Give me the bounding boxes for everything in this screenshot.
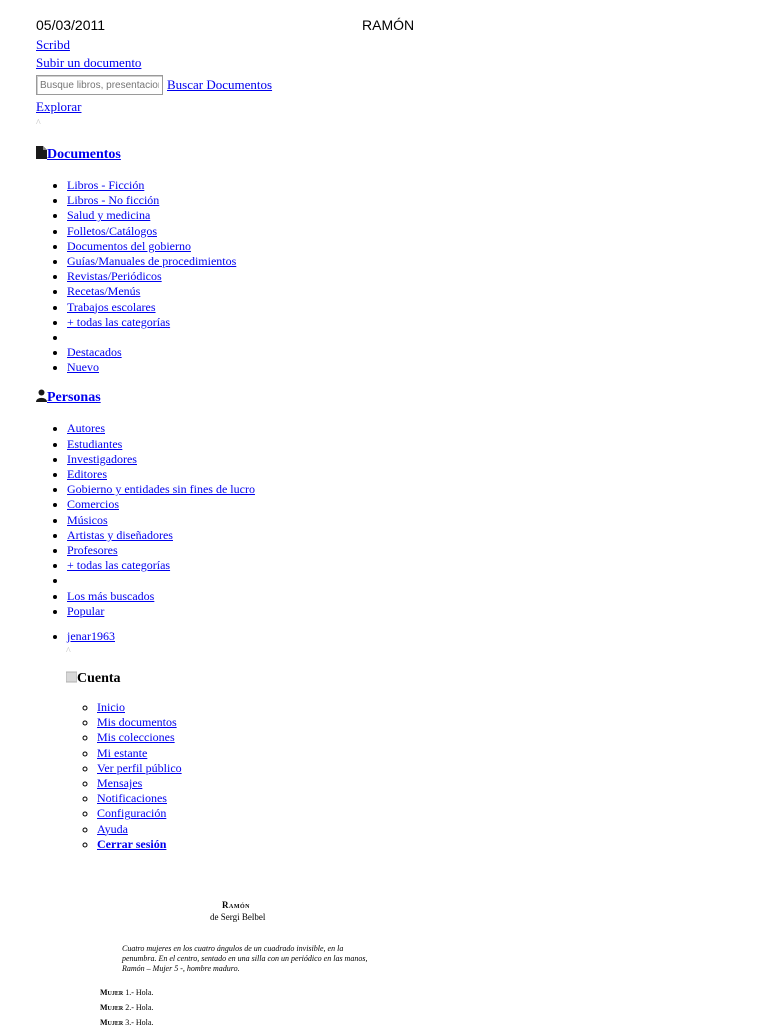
document-title: Ramón — [222, 900, 250, 910]
notifications-link[interactable]: Notificaciones — [97, 791, 167, 806]
logout-link[interactable]: Cerrar sesión — [97, 836, 167, 851]
messages-link[interactable]: Mensajes — [97, 776, 143, 790]
dialogue-line: Mujer 2.- Hola. — [100, 1003, 154, 1012]
list-item — [67, 543, 736, 558]
account-menu-list — [66, 700, 736, 852]
menu-item — [97, 715, 736, 730]
people-category-list — [36, 421, 736, 618]
account-section — [66, 644, 736, 852]
list-item — [67, 604, 736, 619]
featured-link[interactable]: Destacados — [67, 345, 122, 360]
list-item — [67, 315, 736, 330]
list-item — [67, 452, 736, 467]
documents-heading — [36, 146, 736, 164]
category-link[interactable]: Investigadores — [67, 451, 137, 466]
list-item — [67, 421, 736, 436]
user-menu — [36, 629, 736, 644]
documents-link[interactable]: Documentos — [47, 147, 121, 162]
category-link[interactable]: Salud y medicina — [67, 208, 151, 223]
dialogue-line: Mujer 3.- Hola. — [100, 1018, 154, 1027]
list-item-empty — [67, 573, 736, 588]
username-link[interactable]: jenar1963 — [67, 628, 115, 643]
menu-item — [97, 791, 736, 806]
list-item — [67, 178, 736, 193]
menu-item — [97, 776, 736, 791]
dialogue-line: Mujer 1.- Hola. — [100, 988, 154, 997]
list-item — [67, 269, 736, 284]
search-bar — [36, 73, 736, 97]
list-item — [67, 528, 736, 543]
list-item — [67, 208, 736, 223]
menu-item — [97, 822, 736, 837]
category-link[interactable]: Editores — [67, 467, 107, 481]
search-documents-link[interactable]: Buscar Documentos — [167, 77, 273, 92]
settings-link[interactable]: Configuración — [97, 806, 167, 821]
scribd-link[interactable]: Scribd — [36, 37, 70, 52]
list-item — [67, 513, 736, 528]
document-icon — [36, 146, 47, 159]
user-item — [67, 629, 736, 644]
most-searched-link[interactable]: Los más buscados — [67, 588, 155, 603]
category-link[interactable]: Guías/Manuales de procedimientos — [67, 253, 237, 268]
list-item — [67, 193, 736, 208]
category-link[interactable]: Documentos del gobierno — [67, 238, 191, 253]
documents-category-list — [36, 178, 736, 375]
category-link[interactable]: Revistas/Periódicos — [67, 269, 162, 284]
all-categories-link[interactable]: + todas las categorías — [67, 314, 171, 329]
people-heading — [36, 389, 736, 407]
menu-item — [97, 730, 736, 745]
account-title: Cuenta — [77, 671, 121, 687]
collapse-caret-icon[interactable]: ^ — [36, 118, 41, 129]
main-content — [36, 36, 736, 852]
stage-direction: Cuatro mujeres en los cuatro ángulos de un cuadrado invisible, en la penumbra. En el centro, sentado en una silla con un periódico en las manos, Ramón – Mujer 5 -, hombre maduro. — [122, 944, 368, 973]
collapse-caret-icon[interactable]: ^ — [66, 646, 71, 658]
list-item — [67, 239, 736, 254]
menu-item — [97, 837, 736, 852]
print-title: RAMÓN — [362, 17, 415, 33]
category-link[interactable]: Músicos — [67, 512, 108, 527]
help-link[interactable]: Ayuda — [97, 821, 128, 836]
category-link[interactable]: Artistas y diseñadores — [67, 527, 173, 542]
list-item — [67, 467, 736, 482]
menu-item — [97, 700, 736, 715]
list-item — [67, 345, 736, 360]
upload-document-link[interactable]: Subir un documento — [36, 55, 142, 70]
popular-link[interactable]: Popular — [67, 603, 105, 618]
category-link[interactable]: Libros - Ficción — [67, 178, 145, 192]
page-header — [36, 17, 736, 35]
search-input[interactable] — [36, 75, 163, 95]
home-link[interactable]: Inicio — [97, 700, 125, 715]
my-collections-link[interactable]: Mis colecciones — [97, 730, 175, 745]
list-item — [67, 437, 736, 452]
list-item — [67, 300, 736, 315]
menu-item — [97, 761, 736, 776]
account-heading — [66, 670, 736, 688]
category-link[interactable]: Gobierno y entidades sin fines de lucro — [67, 482, 255, 497]
list-item — [67, 589, 736, 604]
category-link[interactable]: Folletos/Catálogos — [67, 223, 157, 238]
list-item — [67, 254, 736, 269]
menu-item — [97, 806, 736, 821]
person-icon — [36, 389, 47, 402]
category-link[interactable]: Libros - No ficción — [67, 193, 160, 208]
list-item-empty — [67, 330, 736, 345]
explore-link[interactable]: Explorar — [36, 99, 82, 114]
list-item — [67, 224, 736, 239]
public-profile-link[interactable]: Ver perfil público — [97, 760, 182, 775]
list-item — [67, 482, 736, 497]
category-link[interactable]: Recetas/Menús — [67, 284, 141, 299]
account-icon — [66, 670, 77, 683]
list-item — [67, 497, 736, 512]
category-link[interactable]: Comercios — [67, 497, 119, 512]
menu-item — [97, 746, 736, 761]
document-author: de Sergi Belbel — [210, 912, 266, 922]
print-date: 05/03/2011 — [36, 17, 106, 33]
list-item — [67, 558, 736, 573]
category-link[interactable]: Trabajos escolares — [67, 299, 156, 314]
category-link[interactable]: Estudiantes — [67, 436, 123, 451]
category-link[interactable]: Autores — [67, 421, 105, 436]
category-link[interactable]: Profesores — [67, 542, 118, 557]
all-categories-link[interactable]: + todas las categorías — [67, 558, 171, 573]
my-documents-link[interactable]: Mis documentos — [97, 715, 177, 730]
list-item — [67, 360, 736, 375]
new-link[interactable]: Nuevo — [67, 360, 99, 375]
my-shelf-link[interactable]: Mi estante — [97, 745, 148, 760]
people-link[interactable]: Personas — [47, 390, 101, 406]
list-item — [67, 284, 736, 299]
